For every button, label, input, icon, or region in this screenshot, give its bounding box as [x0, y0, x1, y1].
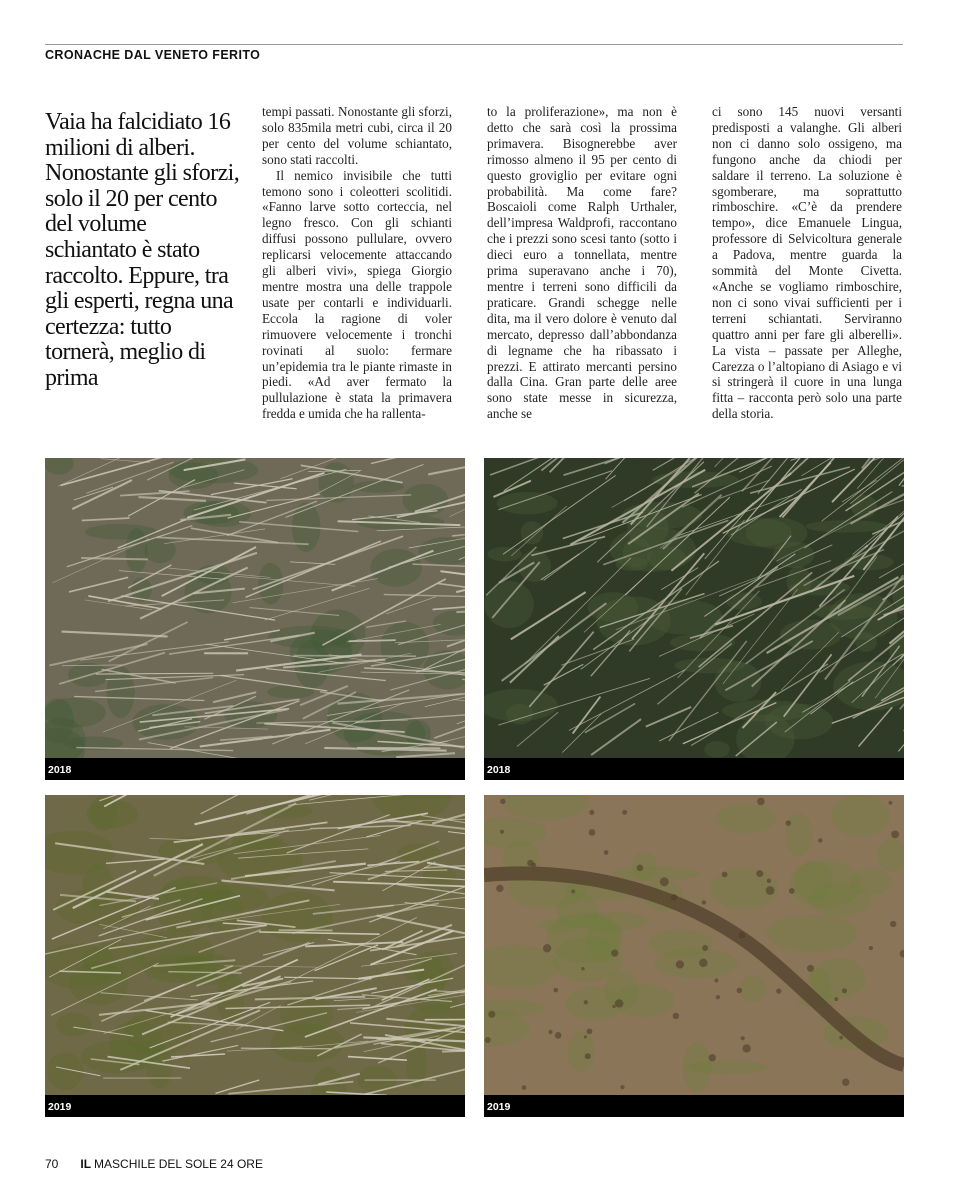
stump	[581, 967, 584, 970]
magazine-brand: MASCHILE DEL SOLE 24 ORE	[94, 1157, 263, 1171]
stump	[889, 801, 893, 805]
stump	[555, 1032, 562, 1039]
stump	[842, 988, 847, 993]
vegetation-patch	[497, 492, 558, 514]
stump	[522, 1085, 527, 1090]
stump	[699, 959, 707, 967]
text-column-3	[712, 104, 902, 422]
vegetation-patch	[805, 520, 887, 532]
vegetation-patch	[81, 1041, 154, 1074]
vegetation-patch	[261, 891, 333, 942]
stump	[500, 830, 504, 834]
stump	[485, 1037, 491, 1043]
vegetation-patch	[56, 1013, 92, 1037]
vegetation-patch	[144, 537, 176, 563]
vegetation-patch	[45, 698, 106, 728]
photo-2	[484, 458, 904, 780]
stump	[488, 1011, 495, 1018]
fallen-trunk	[81, 558, 148, 559]
stump	[548, 1030, 552, 1034]
photo-caption: 2019	[48, 1101, 72, 1113]
vegetation-patch	[810, 958, 865, 998]
stump	[834, 997, 838, 1001]
stump	[554, 988, 558, 992]
stump	[785, 820, 791, 826]
vegetation-patch	[556, 894, 598, 928]
vegetation-patch	[687, 1061, 768, 1075]
stump	[839, 1036, 843, 1040]
stump	[766, 886, 775, 895]
stump	[637, 865, 644, 872]
vegetation-patch	[746, 518, 808, 549]
paragraph: tempi passati. Nonostante gli sforzi, solo 835mila metri cubi, circa il 20 per cento del volume schiantato, sono stati raccolti.	[262, 104, 452, 167]
vegetation-patch	[612, 866, 699, 881]
vegetation-patch	[610, 527, 696, 572]
stump	[589, 810, 594, 815]
vegetation-patch	[89, 795, 117, 831]
vegetation-patch	[398, 843, 441, 863]
magazine-brand-prefix: IL	[80, 1157, 92, 1171]
vegetation-patch	[353, 481, 404, 493]
page-number: 70	[45, 1157, 59, 1171]
forest-photo	[484, 458, 904, 758]
vegetation-patch	[715, 661, 762, 701]
forest-photo	[45, 458, 465, 758]
stump	[739, 932, 746, 939]
vegetation-patch	[568, 1031, 595, 1072]
stump	[767, 879, 771, 883]
paragraph: Il nemico invisibile che tutti temono sono i coleotteri scolitidi. «Fanno larve sotto corteccia, nel legno fresco. Con gli schianti diffusi possono pullulare, ovvero replicarsi velocemente attaccando gli alberi vivi», spiega Giorgio mentre mostra una delle trappole usate per contarli e individuarli. Eccola la ragione di voler rimuovere velocemente i tronchi rovinati al suolo: fermare un’epidemia tra le piante rimaste in piedi. «Ad aver fermato la pullulazione è stata la primavera fredda e umida che ha rallenta-	[262, 167, 452, 422]
vegetation-patch	[704, 741, 730, 758]
photo-caption: 2018	[487, 764, 511, 776]
stump	[496, 885, 503, 892]
vegetation-patch	[126, 528, 148, 573]
vegetation-patch	[809, 884, 871, 916]
photo-caption: 2018	[48, 764, 72, 776]
paragraph: to la proliferazione», ma non è detto che sarà così la prossima primavera. Bisognerebbe aver rimosso almeno il 95 per cento di questo groviglio per evitare ogni probabilità. Ma come fare? Boscaioli come Ralph Urthaler, dell’impresa Waldprofi, raccontano che i prezzi sono scesi tanto (sotto i dieci euro a tonnellata, mentre prima superavano anche i 70), mentre i terreni sono difficili da praticare. Grandi schegge nelle dita, ma il vero dolore è venuto dal mercato, depresso dall’abbondanza di legname che ha ribassato i prezzi. E attirato mercanti persino dalla Cina. Gran parte delle aree sono state messe in sicurezza, anche se	[487, 104, 677, 422]
stump	[615, 999, 623, 1007]
vegetation-patch	[487, 547, 522, 562]
stump	[571, 890, 575, 894]
stump	[660, 877, 669, 886]
stump	[890, 921, 896, 927]
stump	[543, 944, 551, 952]
vegetation-patch	[715, 804, 776, 833]
stump	[807, 965, 814, 972]
stump	[716, 995, 720, 999]
stump	[584, 1035, 587, 1038]
vegetation-patch	[267, 685, 314, 698]
fallen-trunk	[241, 1048, 331, 1049]
stump	[620, 1085, 624, 1089]
stump	[585, 1053, 591, 1059]
top-rule	[45, 44, 903, 45]
stump	[869, 946, 873, 950]
stump	[671, 894, 678, 901]
stump	[584, 1000, 588, 1004]
vegetation-patch	[785, 812, 813, 857]
vegetation-patch	[484, 581, 534, 628]
photo-4	[484, 795, 904, 1117]
stump	[757, 798, 765, 806]
stump	[756, 870, 763, 877]
stump	[527, 860, 534, 867]
stump	[742, 1044, 750, 1052]
stump	[622, 810, 627, 815]
text-column-1	[262, 104, 452, 422]
stump	[842, 1079, 849, 1086]
page-footer	[45, 1157, 263, 1171]
vegetation-patch	[82, 864, 114, 909]
section-title: CRONACHE DAL VENETO FERITO	[45, 48, 261, 62]
photo-3	[45, 795, 465, 1117]
stump	[500, 799, 505, 804]
photo-1	[45, 458, 465, 780]
stump	[587, 1028, 593, 1034]
photo-caption: 2019	[487, 1101, 511, 1113]
forest-photo	[45, 795, 465, 1095]
stump	[741, 1036, 745, 1040]
stump	[702, 900, 706, 904]
stump	[673, 1013, 679, 1019]
stump	[702, 945, 708, 951]
vegetation-patch	[154, 881, 214, 933]
stump	[789, 888, 795, 894]
stump	[891, 830, 899, 838]
text-column-2	[487, 104, 677, 422]
stump	[776, 988, 781, 993]
stump	[604, 850, 609, 855]
forest-photo	[484, 795, 904, 1095]
stump	[818, 838, 822, 842]
stump	[714, 978, 718, 982]
vegetation-patch	[739, 976, 766, 1002]
stump	[612, 1005, 615, 1008]
stump	[737, 988, 742, 993]
stump	[611, 950, 618, 957]
vegetation-patch	[370, 549, 421, 587]
vegetation-patch	[521, 521, 544, 544]
vegetation-patch	[831, 795, 890, 837]
vegetation-patch	[85, 524, 157, 539]
stump	[676, 960, 684, 968]
article-deck: Vaia ha falcidiato 16 milioni di alberi. Nonostante gli sforzi, solo il 20 per cento del volume schiantato è stato raccolto. Eppure, tra gli esperti, regna una certezza: tutto tornerà, meglio di prima	[45, 109, 240, 391]
paragraph: ci sono 145 nuovi versanti predisposti a valanghe. Gli alberi non ci danno solo ossigeno, ma fungono anche da chiodi per saldare il terreno. La soluzione è sgomberare, ma soprattutto rimboschire. «C’è da prendere tempo», dice Emanuele Lingua, professore di Selvicoltura generale a Padova, mentre guarda la sommità del Monte Civetta. «Anche se vogliamo rimboschire, non ci sono vivai sufficienti per i terreni schiantati. Serviranno quattro anni per fare gli alberelli». La vista – passate per Alleghe, Carezza o l’altopiano di Asiago e vi si stringerà il cuore in una lunga fitta – racconta però solo una parte della storia.	[712, 104, 902, 422]
stump	[709, 1054, 716, 1061]
stump	[589, 829, 596, 836]
vegetation-patch	[767, 915, 857, 952]
vegetation-patch	[654, 948, 737, 978]
stump	[722, 872, 728, 878]
